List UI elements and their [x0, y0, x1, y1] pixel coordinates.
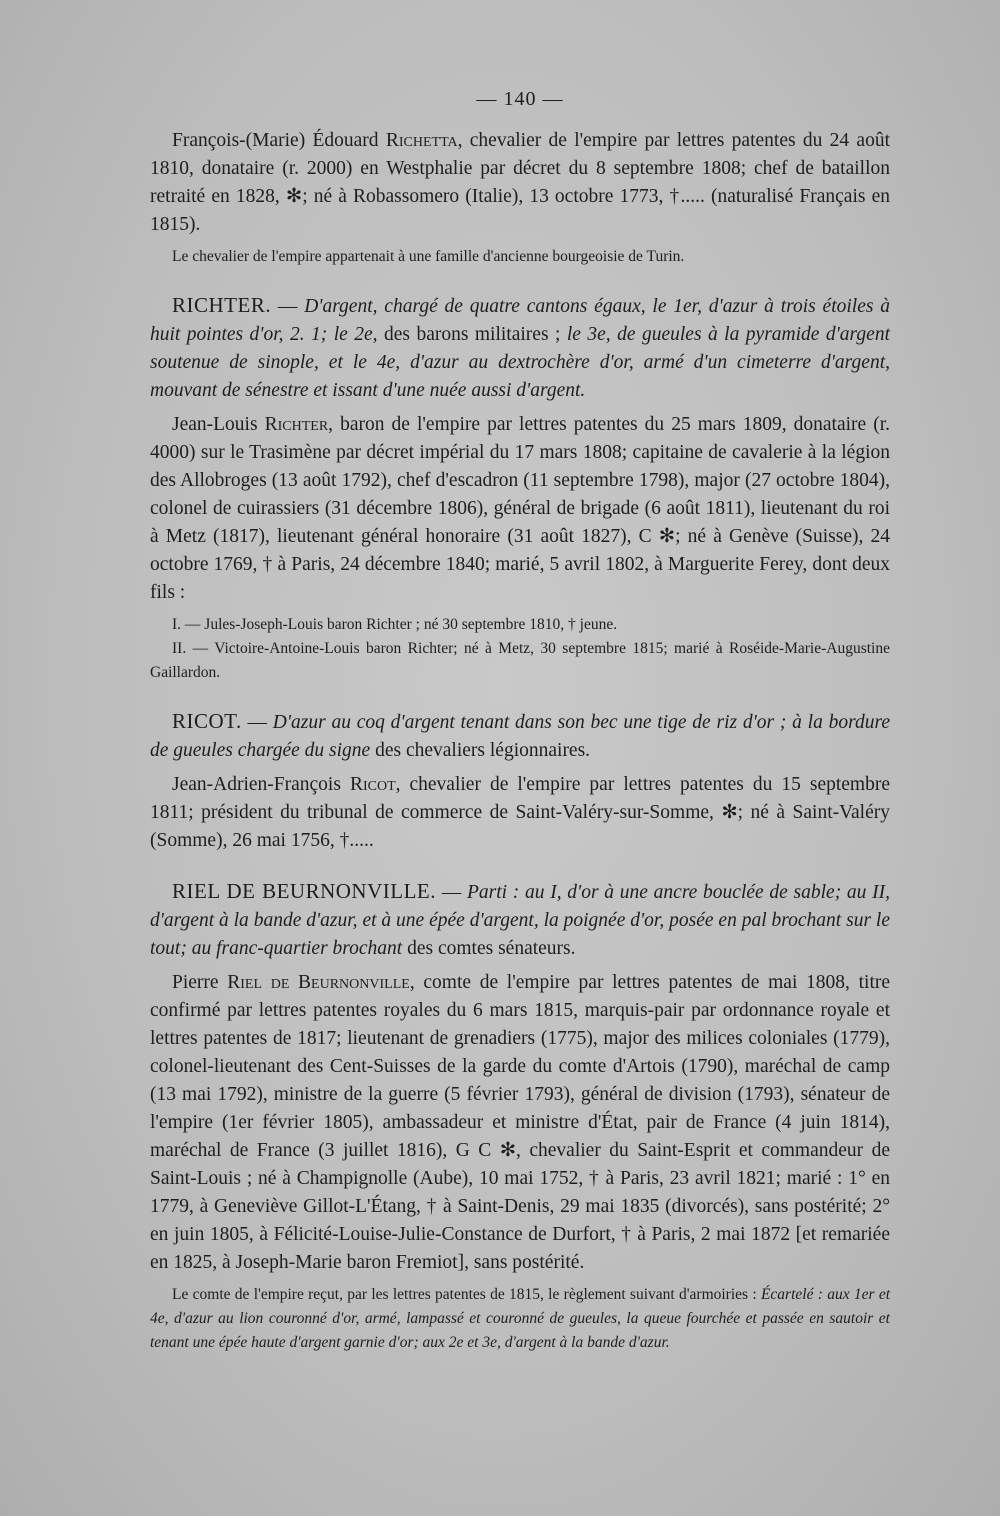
beurnonville-note [150, 1283, 890, 1355]
text-run: , chevalier de l'empire par lettres patentes du 15 septembre 1811; président du tribunal de commerce de Saint-Valéry-sur-Somme, ✻; né à Saint-Valéry (Somme), 26 mai 1756, †..... [150, 774, 890, 851]
text-run: Le comte de l'empire reçut, par les lettres patentes de 1815, le règlement suivant d'armoiries : [172, 1286, 761, 1303]
text-run: Pierre [172, 972, 228, 993]
richetta-note: Le chevalier de l'empire appartenait à une famille d'ancienne bourgeoisie de Turin. [172, 248, 685, 265]
text-run: Jean-Louis [172, 414, 265, 435]
entry-name-ricot: RICOT. [172, 709, 242, 733]
text-run: , chevalier de l'empire par lettres patentes du 24 août 1810, donataire (r. 2000) en Westphalie par décret du 8 septembre 1808; chef de bataillon retraité en 1828, [150, 130, 890, 207]
ricot-paragraph [150, 771, 890, 855]
surname-ricot: Ricot [349, 774, 396, 795]
beurnonville-paragraph [150, 969, 890, 1277]
entry-name-richter: RICHTER. [172, 293, 272, 317]
beurnonville-blazon [150, 877, 890, 963]
blazon-text: D'azur au coq d'argent tenant dans son bec une tige de riz d'or ; à la bordure de gueules chargée du signe [150, 712, 890, 761]
text-run: — [241, 712, 273, 733]
surname-richter: Richter [264, 414, 329, 435]
list-item: I. — Jules-Joseph-Louis baron Richter ; né 30 septembre 1810, † jeune. [172, 616, 618, 633]
text-run: Jean-Adrien-François [172, 774, 350, 795]
text-run: — [435, 882, 467, 903]
blazon-text: D'argent, chargé de quatre cantons égaux, le 1er, d'azur à trois étoiles à huit pointes d'or, 2. 1; le 2e, [150, 296, 890, 345]
entry-name-beurnonville: RIEL DE BEURNONVILLE. [172, 879, 436, 903]
richter-paragraph [150, 411, 890, 607]
list-item: II. — Victoire-Antoine-Louis baron Richter; né à Metz, 30 septembre 1815; marié à Roséide-Marie-Augustine Gaillardon. [150, 640, 890, 681]
text-run: des barons militaires ; [377, 324, 567, 345]
text-run: , comte de l'empire par lettres patentes de mai 1808, titre confirmé par lettres patentes royales du 6 mars 1815, marquis-pair par ordonnance royale et lettres patentes de 1817; lieutenant de grenadiers (1775), major des milices coloniales (1779), colonel-lieutenant des Cent-Suisses de la garde du comte d'Artois (1790), maréchal de camp (13 mai 1792), ministre de la guerre (5 février 1793), général de division (1793), sénateur de l'empire (1er février 1805), ambassadeur et ministre d'État, pair de France (4 juin 1814), maréchal de France (3 juillet 1816), G C ✻, chevalier du Saint-Esprit et commandeur de Saint-Louis ; né à Champignolle (Aube), 10 mai 1752, † à Paris, 23 avril 1821; marié : 1° en 1779, à Geneviève Gillot-L'Étang, † à Saint-Denis, 29 mai 1835 (divorcés), sans postérité; 2° en juin 1805, à Félicité-Louise-Julie-Constance de Durfort, † à Paris, 2 mai 1872 [et remariée en 1825, à Joseph-Marie baron Fremiot], sans postérité. [150, 972, 891, 1273]
legion-honneur-icon: ✻ [285, 186, 303, 207]
text-run: François-(Marie) Édouard [172, 130, 386, 151]
surname-richetta: Richetta [385, 130, 458, 151]
page-number: — 140 — [476, 88, 564, 110]
ricot-blazon [150, 707, 890, 765]
richetta-paragraph [150, 127, 890, 239]
blazon-text: le 3e, de gueules à la pyramide d'argent soutenue de sinople, et le 4e, d'azur au dextrochère d'or, armé d'un cimeterre d'argent, mouvant de sénestre et issant d'une nuée aussi d'argent. [150, 324, 890, 401]
blazon-text: Écartelé : aux 1er et 4e, d'azur au lion couronné d'or, armé, lampassé et couronné de gueules, la queue fourchée et passée en sautoir et tenant une épée haute d'argent garnie d'or; aux 2e et 3e, d'argent à la bande d'azur. [150, 1286, 890, 1351]
blazon-text: Parti : au I, d'or à une ancre bouclée de sable; au II, d'argent à la bande d'azur, et à une épée d'argent, la poignée d'or, posée en pal brochant sur le tout; au franc-quartier brochant [150, 882, 891, 959]
text-run: des chevaliers légionnaires. [370, 740, 591, 761]
text-run: des comtes sénateurs. [402, 938, 576, 959]
text-run: — [271, 296, 305, 317]
richter-sons-list [150, 613, 890, 685]
surname-beurnonville: Riel de Beurnonville [227, 972, 410, 993]
richter-blazon [150, 291, 890, 405]
text-run: ; né à Robassomero (Italie), 13 octobre 1773, †..... (naturalisé Français en 1815). [150, 186, 890, 235]
text-run: , baron de l'empire par lettres patentes du 25 mars 1809, donataire (r. 4000) sur le Trasimène par décret impérial du 17 mars 1808; capitaine de cavalerie à la légion des Allobroges (13 août 1792), chef d'escadron (11 septembre 1798), major (27 octobre 1804), colonel de cuirassiers (31 décembre 1806), général de brigade (6 août 1811), lieutenant du roi à Metz (1817), lieutenant général honoraire (31 août 1827), C ✻; né à Genève (Suisse), 24 octobre 1769, † à Paris, 24 décembre 1840; marié, 5 avril 1802, à Marguerite Ferey, dont deux fils : [150, 414, 890, 603]
